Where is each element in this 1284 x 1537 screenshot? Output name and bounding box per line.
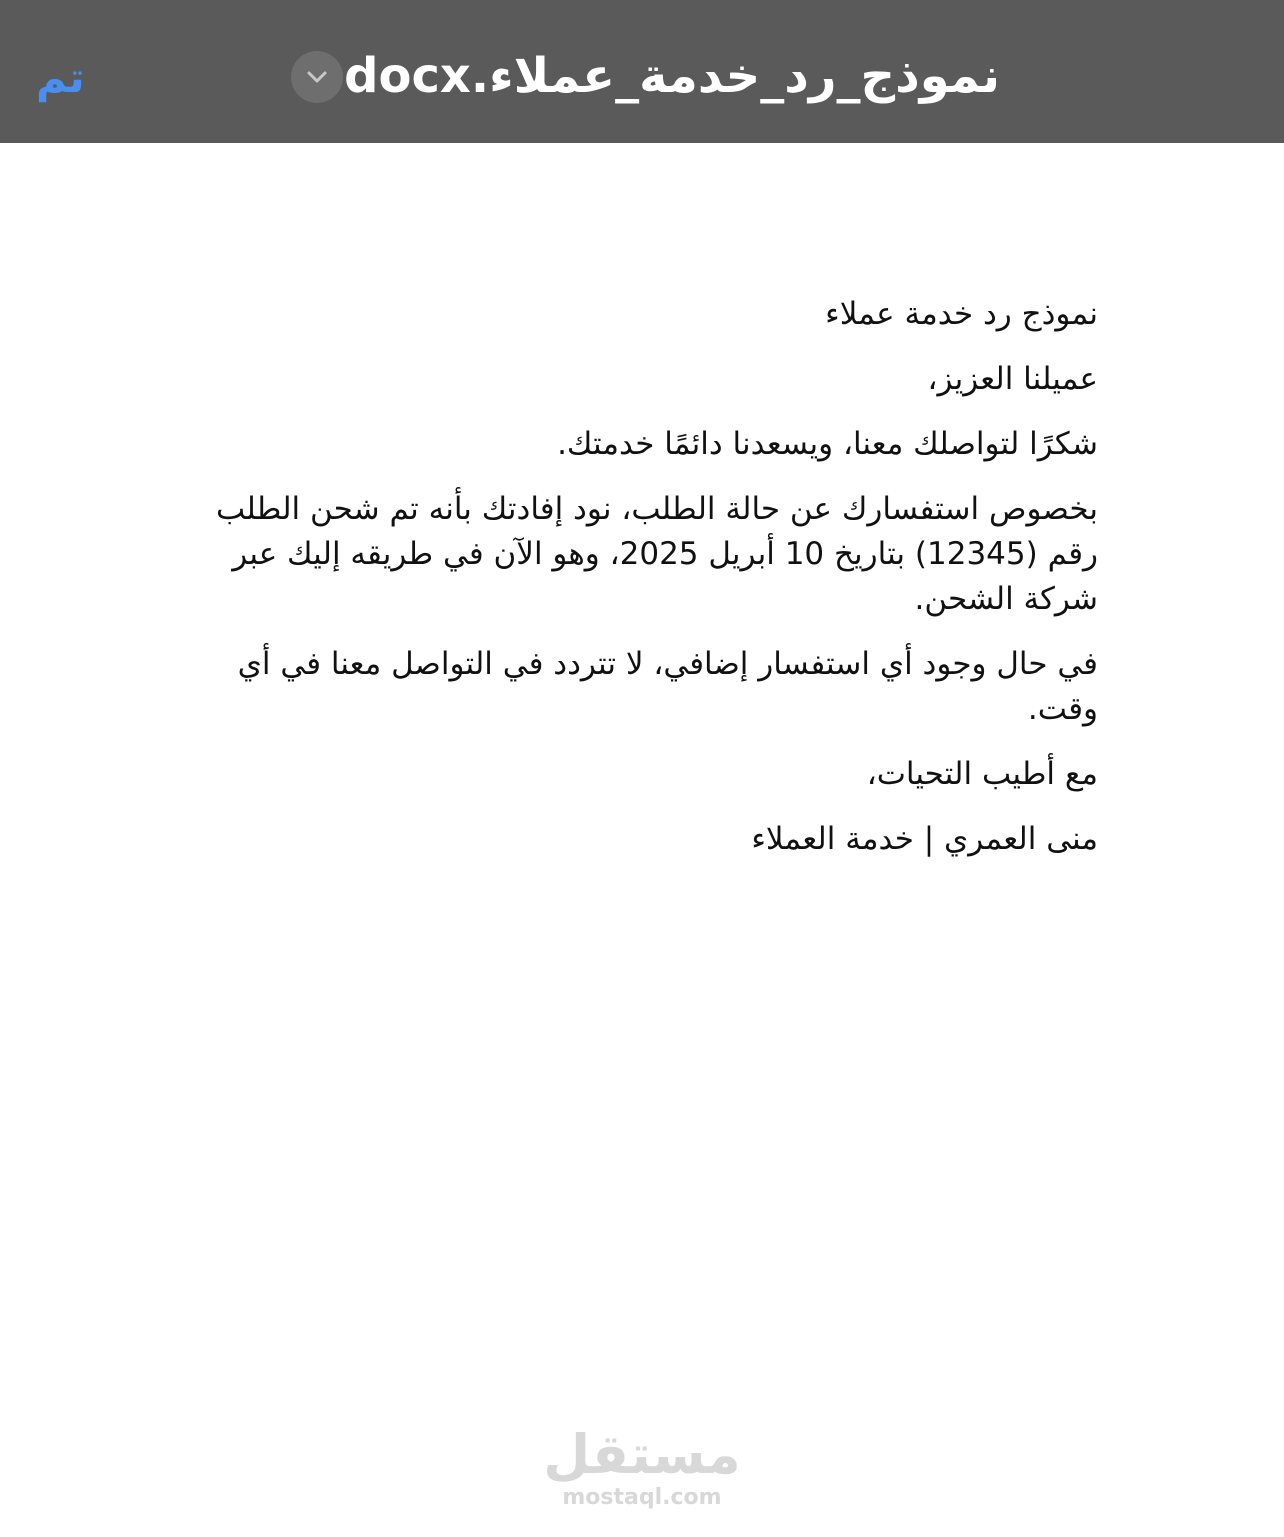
order-status-paragraph: بخصوص استفسارك عن حالة الطلب، نود إفادتك بأنه تم شحن الطلب رقم (12345) بتاريخ 10 أبريل 2025، وهو الآن في طريقه إليك عبر شركة الشحن. — [215, 491, 1098, 617]
watermark-logo: مستقل — [543, 1423, 741, 1486]
top-toolbar — [0, 0, 1284, 143]
done-button[interactable]: تم — [36, 53, 85, 102]
closing-paragraph: مع أطيب التحيات، — [866, 756, 1098, 792]
watermark-url: mostaql.com — [562, 1485, 722, 1510]
signature-paragraph: منى العمري | خدمة العملاء — [751, 821, 1098, 857]
file-options-button[interactable] — [291, 51, 343, 103]
document-body — [180, 292, 1098, 882]
document-file-name[interactable]: نموذج_رد_خدمة_عملاء.docx — [344, 48, 1000, 104]
contact-paragraph: في حال وجود أي استفسار إضافي، لا تتردد في التواصل معنا في أي وقت. — [237, 646, 1098, 727]
thanks-paragraph: شكرًا لتواصلك معنا، ويسعدنا دائمًا خدمتك. — [557, 426, 1098, 462]
document-heading: نموذج رد خدمة عملاء — [825, 296, 1098, 332]
chevron-down-icon — [305, 68, 329, 86]
greeting-paragraph: عميلنا العزيز، — [927, 361, 1098, 397]
mostaql-watermark — [542, 1425, 742, 1511]
